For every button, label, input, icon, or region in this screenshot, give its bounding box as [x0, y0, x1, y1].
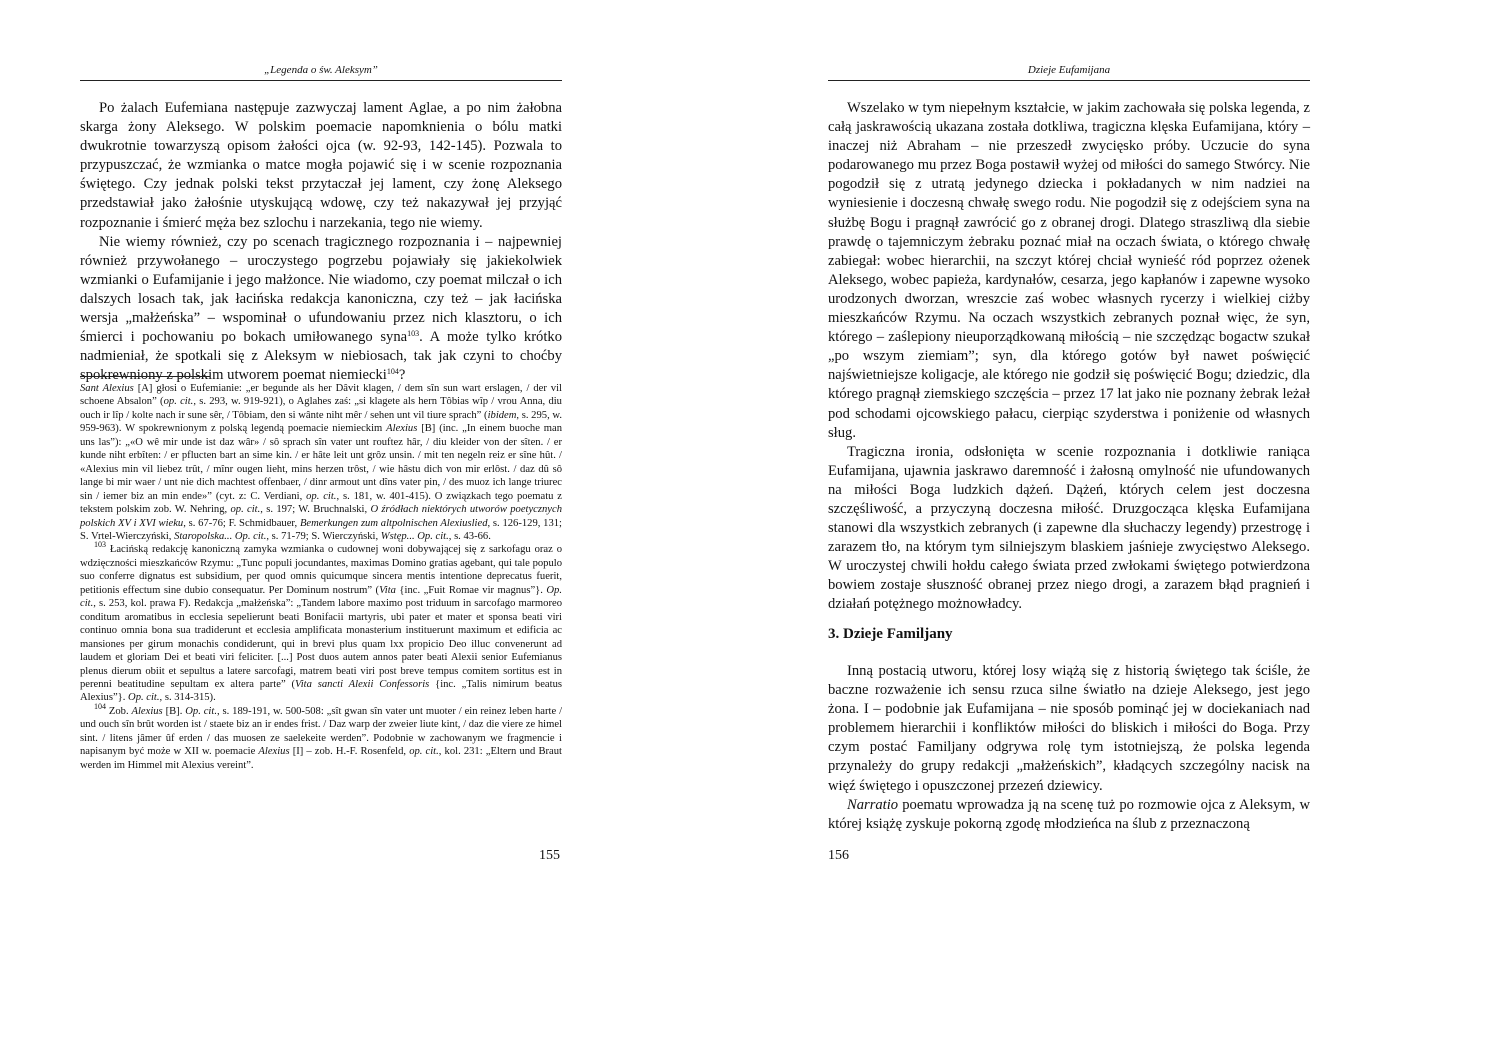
page-number-right: 156 — [828, 848, 849, 863]
text-run: , s. 189-191, w. 500-508: „sît gwan sîn vater unt muoter / ein reinez leben harte / und ouch sîn brût worden ist / staete biz an ir endes frist. / Daz warp der zweier liute kint, / daz die viere ze himel sint. / litens jâmer ûf erden / das muosen ze saelekeite werden”. Podobnie w zachowanym we fragmencie i napisanym być może w XII w. poemacie — [80, 705, 563, 758]
paragraph — [828, 443, 1310, 615]
footnote-ref: 104 — [94, 701, 106, 711]
header-rule-left — [80, 80, 562, 81]
text-run: , s. 197; W. Bruchnalski, — [260, 504, 371, 516]
italic-text: Alexius — [386, 423, 418, 435]
text-run: , s. 67-76; F. Schmidbauer, — [183, 517, 300, 529]
text-run: , s. 43-66. — [448, 530, 491, 542]
text-run: Inną postacią utworu, której losy wiążą się z historią świętego tak ściśle, że baczne rozważenie ich sensu rzuca silne światło na dzieje Aleksego, jest jego żona. I – podobnie jak Eufamijana – nie sposób pominąć jej w dociekaniach nad problemem hierarchii i konfliktów miłości do bliskich i miłości do Boga. Przy czym postać Familjany odgrywa rolę tym istotniejszą, że polska legenda przynależy do grupy redakcji „małżeńskich”, kładących szczególny nacisk na więź świętego i opuszczonej przezeń dziewicy. — [828, 663, 1310, 794]
text-run: , s. 314-315). — [159, 692, 216, 704]
paragraph — [828, 99, 1310, 443]
text-run: , kol. 231: „Eltern und Braut werden im Himmel mit Alexius vereint”. — [80, 746, 562, 771]
text-run: . A może tylko krótko nadmieniał, że spotkali się z Aleksym w niebiosach, tak jak czyni to choćby spokrewniony z polskim utworem poemat niemiecki — [80, 329, 562, 384]
text-run: poematu wprowadza ją na scenę tuż po rozmowie ojca z Aleksym, w której książę zyskuje pokorną zgodę młodzieńca na ślub z przeznaczoną — [828, 796, 1310, 832]
paragraph — [828, 796, 1310, 834]
footnote-ref: 103 — [407, 329, 420, 339]
text-run: , s. 295, w. 959-963). W spokrewnionym z polską legendą poemacie niemieckim — [80, 409, 562, 435]
italic-text: Op. cit. — [128, 692, 160, 704]
text-run: ? — [398, 367, 406, 384]
italic-text: Wstęp... Op. cit. — [380, 530, 449, 542]
text-run: Po żalach Eufemiana następuje zazwyczaj lament Aglae, a po nim żałobna skarga żony Aleksego. W polskim poemacie napomknienia o bólu matki dwukrotnie towarzyszą opisom żałości ojca (w. 92-93, 142-145). Pozwala to przypuszczać, że wzmianka o matce mogła pojawić się i w scenie rozpoznania świętego. Czy jednak polski tekst przytaczał jej lament, czy żonę Aleksego przedstawiał jako żałośnie utyskującą wdowę, czy też nakazywał jej przyjąć rozpoznanie i śmierć męża bez szlochu i narzekania, tego nie wiemy. — [80, 100, 562, 231]
italic-text: Alexius — [131, 705, 163, 717]
text-run: [I] – zob. H.-F. Rosenfeld, — [289, 746, 410, 758]
footnote-rule — [80, 376, 210, 377]
italic-text: Staropolska... Op. cit. — [174, 530, 267, 542]
italic-text: Alexius — [258, 746, 290, 758]
running-head-left: „Legenda o św. Aleksym” — [264, 64, 378, 76]
italic-text: Vita sancti Alexii Confessoris — [295, 678, 430, 690]
text-run: Wszelako w tym niepełnym kształcie, w jakim zachowała się polska legenda, z całą jaskrawością ukazana została dotkliwa, tragiczna klęska Eufamijana, który – inaczej niż Abraham – nie przeszedł zwycięsko próby. Uczucie do syna podarowanego mu przez Boga postawił wyżej od miłości do samego Stwórcy. Nie pogodził się z utratą jedynego dziecka i pokładanych w nim nadziei na wyniesienie i doczesną chwałę swego rodu. Nie pogodził się z odejściem syna na służbę Bogu i pragnął zawrócić go z obranej drogi. Dlatego straszliwą dla siebie prawdę o tajemniczym żebraku poznać miał na oczach świata, o którego chwałę zabiegał: wobec hierarchii, na szczyt której chciał wynieść ród poprzez ożenek Aleksego, wobec papieża, kardynałów, cesarza, jego kapłanów i zapewne wysoko urodzonych dworzan, wreszcie zaś wobec własnych rycerzy i wielkiej ciżby mieszkańców Rzymu. Na oczach wszystkich zebranych poznał więc, że syn, którego – zaślepiony nieuporządkowaną miłością – nie szczędząc bogactw szukał „po wszym ziemiam”; syn, dla którego gotów był nawet poświęcić najświetniejsze koligacje, ale którego nie godził się poświęcić Bogu; dziedzic, dla którego pragnął ziemskiego szczęścia – przez 17 lat jako nie poznany żebrak leżał pod schodami ojcowskiego pałacu, cierpiąc szyderstwa i poniżenie od własnych sług. — [828, 100, 1310, 441]
italic-text: Op. cit. — [80, 584, 562, 610]
page-number-left: 155 — [539, 848, 560, 863]
text-run: Tragiczna ironia, odsłonięta w scenie rozpoznania i dotkliwie raniąca Eufamijana, ujawnia jaskrawo daremność i żałosną omylność nie ufundowanych na miłości Boga ludzkich dążeń. Dążeń, których celem jest doczesna szczęśliwość, a przyczyną doczesna miłość. Druzgocząca klęska Eufamijana stanowi dla wszystkich zebranych (i zapewne dla słuchaczy legendy) przestrogę i zarazem tło, na którym tym silniejszym blaskiem jaśnieje zwycięstwo Aleksego. W uroczystej chwili hołdu całego świata przed zwłokami świętego potwierdzona bowiem zostaje słuszność obranej przez niego drogi, a zarazem błąd pragnień i działań potężnego możnowładcy. — [828, 443, 1310, 613]
text-run: {inc. „Fuit Romae vir magnus”}. — [395, 584, 547, 596]
paragraph — [80, 382, 562, 543]
italic-text: Bemerkungen zum altpolnischen Alexiuslied — [299, 517, 488, 529]
italic-text: O źródłach niektórych utworów poetycznych polskich XV i XVI wieku — [80, 504, 562, 529]
italic-text: Sant Alexius — [80, 383, 134, 394]
footnote-ref: 104 — [386, 367, 399, 377]
italic-text: op. cit. — [306, 490, 337, 502]
italic-text: ibidem — [487, 409, 517, 421]
text-run: [B]. — [162, 705, 186, 717]
section-title: 3. Dzieje Familjany — [828, 626, 953, 642]
text-run: [A] głosi o Eufemianie: „er begunde als her Dâvit klagen, / dem sîn sun wart erslagen, / der vil schoene Absalon” ( — [80, 383, 562, 408]
text-run: Zob. — [106, 705, 132, 717]
paragraph — [80, 540, 562, 704]
text-run: , s. 293, w. 919-921), o Aglahes zaś: „si klagete als hern Tôbias wîp / vrou Anna, diu ouch ir lîp / kolte nach ir sune sêr, / Tôbiam, den si wânte niht mêr / sehen unt vil tiure sprach” ( — [80, 396, 562, 421]
text-run: , s. 253, kol. prawa F). Redakcja „małżeńska”: „Tandem labore maximo post triduum in sarcofago marmoreo conditum aromatibus in ecclesia sepelierunt beati Bonifacii martyris, ubi pater et mater et sponsa beati viri continuo omnia bona sua tradiderunt et ecclesia amplificata monasterium instituerunt maximum et edificia ac mansiones per girum monachis condiderunt, qui in brevi plus quam lxx propicio Deo illuc convenerunt ad laudem et gloriam Dei et beati viri feliciter. [...] Post duos autem annos pater beati Alexii senior Eufemianus plenus dierum obiit et sepultus a latere sarcofagi, matrem beati viri post breve tempus comitem sortitus est in perenni beatitudine sepultam ex altera parte” ( — [80, 598, 562, 690]
right-main-text — [828, 99, 1310, 615]
italic-text: Vita — [379, 584, 396, 596]
text-run: , s. 126-129, 131; S. Vrtel-Wierczyński, — [80, 517, 562, 542]
text-run: , s. 181, w. 401-415). O związkach tego poematu z tekstem polskim zob. W. Nehring, — [80, 490, 562, 516]
text-run: {inc. „Talis nimirum beatus Alexius”}. — [80, 678, 562, 704]
italic-text: op. cit. — [409, 746, 439, 758]
paragraph — [828, 662, 1310, 796]
footnote-ref: 103 — [94, 540, 106, 550]
running-head-right: Dzieje Eufamijana — [1027, 64, 1111, 76]
right-section-text — [828, 662, 1310, 834]
italic-text: Narratio — [847, 796, 899, 813]
text-run: [B] (inc. „In einem buoche man uns las”): „«O wê mir unde ist daz wâr» / sô sprach sîn vater unt rouftez hâr, / diu kleider von der sîten. / er kunde niht erbîten: / er pflucten bart an sime kin. / er hâte leit unt grôz unsin. / mit ten negeln reiz er sîne hût. / «Alexius min vil liebez trût, / mînr ougen lieht, mins herzen trôst, / wie hâstu dich von mir erlôst. / daz dû sô lange bi mir waer / unt nie dich machtest offenbaer, / dinr armout unt dîns vater pin, / des muoz ich lange triurec sin / iemer biz an min ende»” (cyt. z: C. Verdiani, — [80, 423, 562, 502]
left-main-text — [80, 99, 562, 385]
paragraph — [80, 701, 563, 772]
header-rule-right — [828, 80, 1310, 81]
text-run: Nie wiemy również, czy po scenach tragicznego rozpoznania i – najpewniej również przywołanego – uroczystego pogrzebu pojawiały się jakiekolwiek wzmianki o Eufamijanie i jego małżonce. Nie wiadomo, czy poemat milczał o ich dalszych losach tak, jak łacińska redakcja kanoniczna, czy też – jak łacińska wersja „małżeńska” – wspominał o ufundowaniu przez nich klasztoru, o ich śmierci i pochowaniu po bokach umiłowanego syna — [80, 233, 562, 346]
paragraph — [80, 233, 562, 386]
paragraph — [80, 99, 562, 233]
italic-text: Op. cit. — [185, 705, 217, 717]
italic-text: op. cit. — [230, 504, 261, 516]
text-run: Łacińską redakcję kanoniczną zamyka wzmianka o cudownej woni dobywającej się z sarkofagu oraz o wdzięczności mieszkańców Rzymu: „Tunc populi jocundantes, maximas Domino gratias agebant, qui tale populo suo conferre dignatus est subsidium, per quod omnis quicumque sincera mentis intentione deprecatus fuerit, petitionis effectum sine dubio consequatur. Per Dominum nostrum” ( — [80, 544, 562, 596]
text-run: , s. 71-79; S. Wierczyński, — [266, 530, 381, 542]
italic-text: op. cit. — [163, 396, 194, 408]
footnotes — [80, 382, 562, 772]
